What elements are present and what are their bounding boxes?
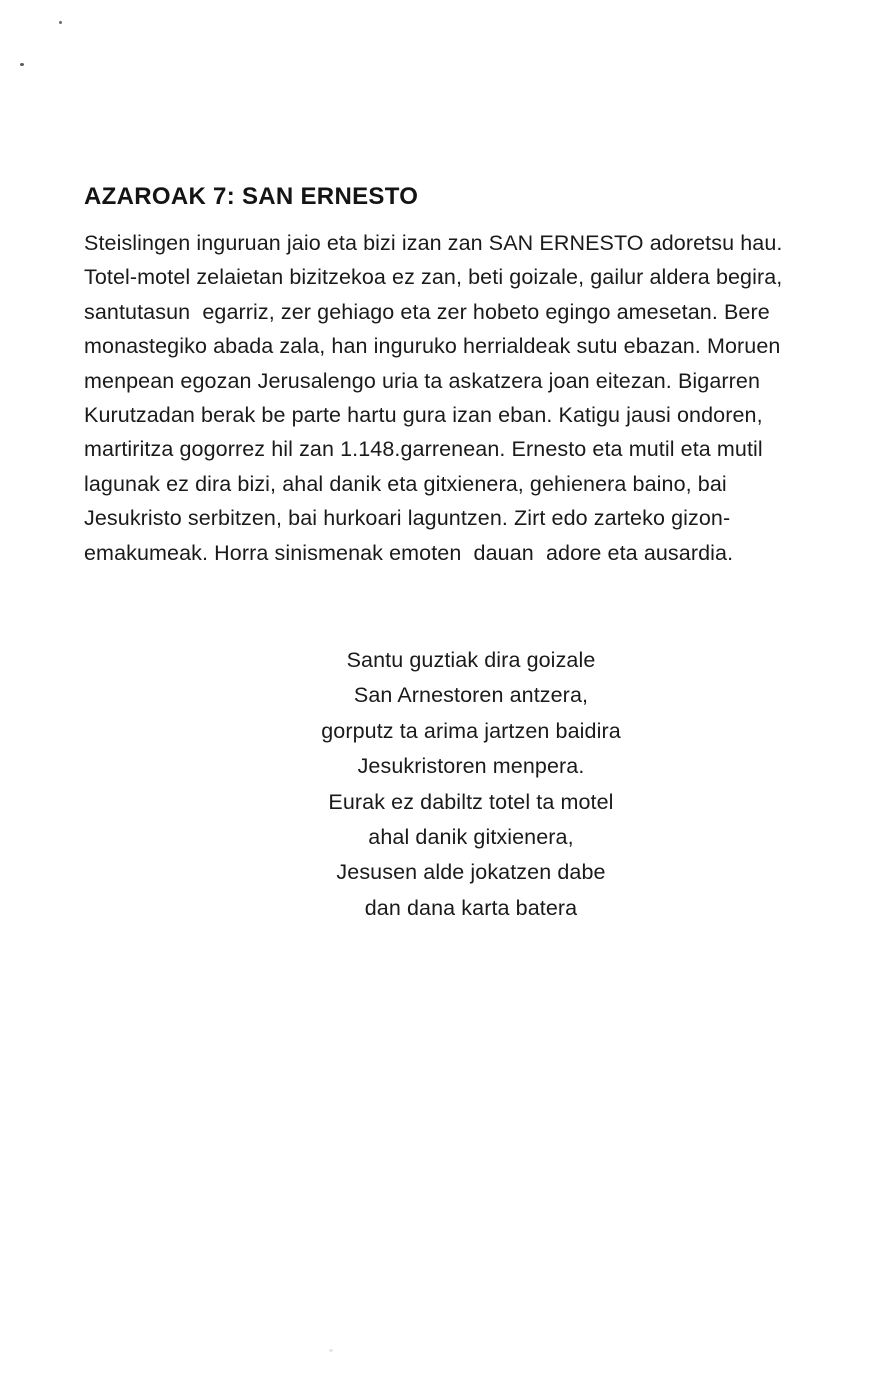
paragraph-line: monastegiko abada zala, han inguruko herrialdeak sutu ebazan. Moruen [84,334,781,359]
poem-line: Jesukristoren menpera. [357,754,585,779]
paragraph-line: lagunak ez dira bizi, ahal danik eta gitxienera, gehienera baino, bai [84,471,727,496]
body-paragraph [84,226,879,570]
paragraph-line: martiritza gogorrez hil zan 1.148.garrenean. Ernesto eta mutil eta mutil [84,437,763,462]
scan-speck [329,1349,333,1352]
paragraph-line: Steislingen inguruan jaio eta bizi izan zan SAN ERNESTO adoretsu hau. [84,231,783,255]
poem-line: ahal danik gitxienera, [368,825,574,850]
poem-line: dan dana karta batera [364,895,578,920]
poem-line: Eurak ez dabiltz totel ta motel [328,789,614,814]
paragraph-line: Kurutzadan berak be parte hartu gura izan eban. Katigu jausi ondoren, [84,403,763,428]
page-title: AZAROAK 7: SAN ERNESTO [84,183,419,210]
poem-line: Santu guztiak dira goizale [346,648,596,672]
paragraph-line: Totel-motel zelaietan bizitzekoa ez zan, beti goizale, gailur aldera begira, [84,265,783,290]
poem-line: gorputz ta arima jartzen baidira [321,718,621,743]
poem-line: San Arnestoren antzera, [353,683,589,708]
scan-speck [59,21,62,24]
paragraph-line: menpean egozan Jerusalengo uria ta askatzera joan eitezan. Bigarren [84,368,761,393]
paragraph-line: emakumeak. Horra sinismenak emoten dauan adore eta ausardia. [84,540,734,565]
paragraph-line: santutasun egarriz, zer gehiago eta zer hobeto egingo amesetan. Bere [84,299,770,324]
scan-speck [20,63,24,66]
poem-line: Jesusen alde jokatzen dabe [336,860,606,885]
poem-verse [84,643,858,926]
paragraph-line: Jesukristo serbitzen, bai hurkoari laguntzen. Zirt edo zarteko gizon- [84,506,731,531]
